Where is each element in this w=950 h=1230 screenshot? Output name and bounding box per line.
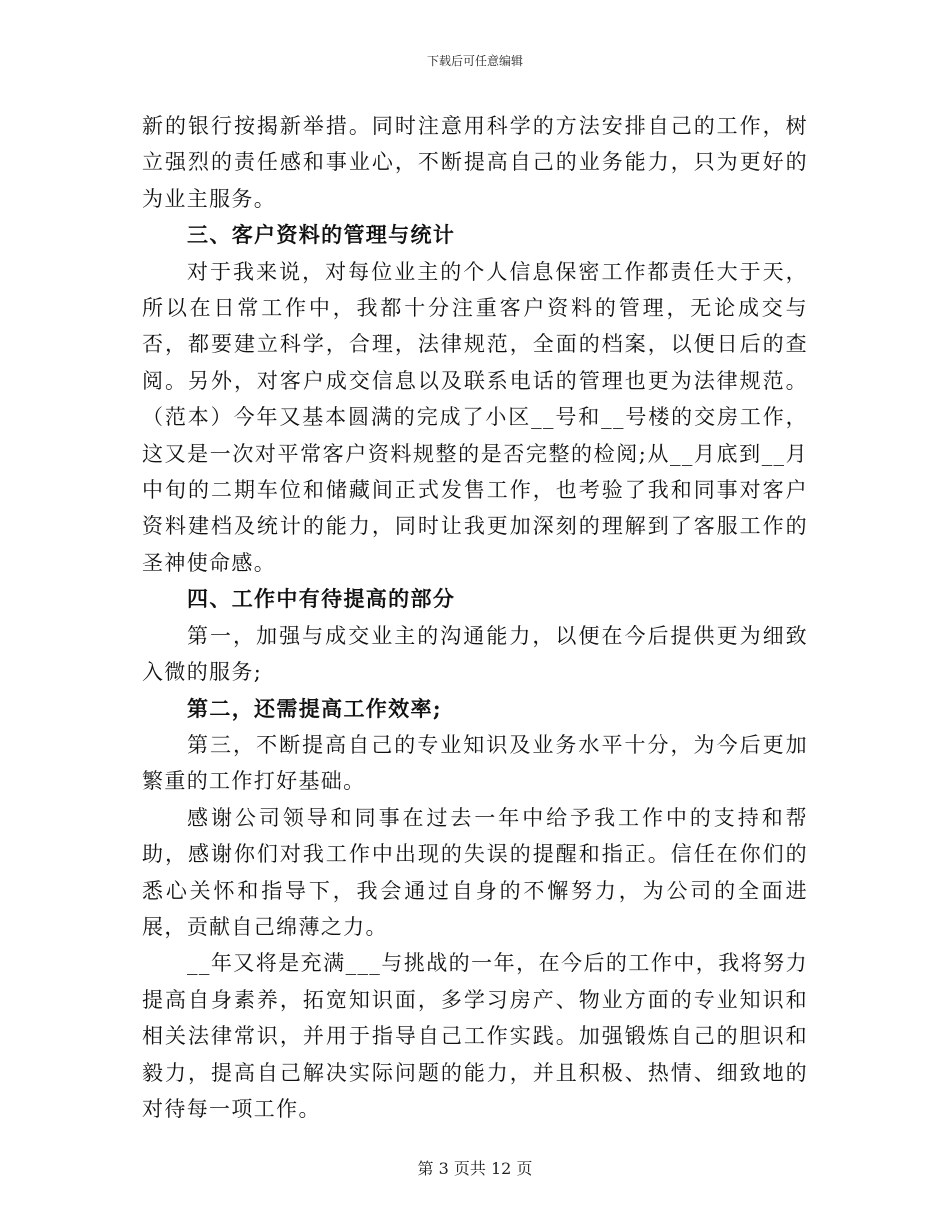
- paragraph-continuation: 新的银行按揭新举措。同时注意用科学的方法安排自己的工作，树立强烈的责任感和事业心，不断提高自己的业务能力，只为更好的为业主服务。: [142, 114, 808, 211]
- document-body: [142, 108, 808, 1127]
- paragraph-outlook: __年又将是充满___与挑战的一年，在今后的工作中，我将努力提高自身素养，拓宽知识面，多学习房产、物业方面的专业知识和相关法律常识，并用于指导自己工作实践。加强锻炼自己的胆识和毅力，提高自己解决实际问题的能力，并且积极、热情、细致地的对待每一项工作。: [142, 951, 808, 1121]
- section-heading-4: 四、工作中有待提高的部分: [187, 586, 456, 612]
- paragraph-thanks: 感谢公司领导和同事在过去一年中给予我工作中的支持和帮助，感谢你们对我工作中出现的失误的提醒和指正。信任在你们的悉心关怀和指导下，我会通过自身的不懈努力，为公司的全面进展，贡献自己绵薄之力。: [142, 805, 808, 939]
- paragraph-client-data: 对于我来说，对每位业主的个人信息保密工作都责任大于天，所以在日常工作中，我都十分注重客户资料的管理，无论成交与否，都要建立科学，合理，法律规范，全面的档案，以便日后的查阅。另外，对客户成交信息以及联系电话的管理也更为法律规范。（范本）今年又基本圆满的完成了小区__号和__号楼的交房工作，这又是一次对平常客户资料规整的是否完整的检阅;从__月底到__月中旬的二期车位和储藏间正式发售工作，也考验了我和同事对客户资料建档及统计的能力，同时让我更加深刻的理解到了客服工作的圣神使命感。: [142, 259, 808, 575]
- paragraph-point-1: 第一，加强与成交业主的沟通能力，以便在今后提供更为细致入微的服务;: [142, 623, 808, 685]
- paragraph-point-3: 第三，不断提高自己的专业知识及业务水平十分，为今后更加繁重的工作打好基础。: [142, 732, 808, 794]
- page-header: 下载后可任意编辑: [426, 54, 523, 68]
- page-footer: 第 3 页共 12 页: [417, 1159, 533, 1178]
- paragraph-point-2: 第二，还需提高工作效率;: [187, 695, 442, 721]
- section-heading-3: 三、客户资料的管理与统计: [187, 222, 456, 248]
